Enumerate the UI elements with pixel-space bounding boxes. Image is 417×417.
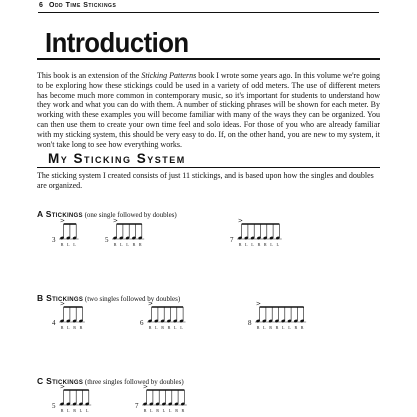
group-name: C Stickings	[37, 376, 84, 386]
sticking-letter: L	[126, 242, 129, 247]
sticking-letter: R	[300, 325, 304, 330]
sticking-letter: R	[60, 325, 64, 330]
sticking-letter: R	[167, 325, 171, 330]
sticking-letter: R	[275, 325, 279, 330]
accent-mark	[149, 302, 153, 305]
sticking-letter: L	[173, 325, 177, 330]
sticking-letter: L	[67, 408, 70, 413]
sticking-letter: R	[256, 325, 260, 330]
sticking-letter: L	[155, 325, 158, 330]
accent-mark	[61, 302, 65, 305]
sticking-letter: R	[132, 242, 136, 247]
sticking-letter: L	[120, 242, 123, 247]
sticking-letter: R	[73, 408, 77, 413]
intro-text-start: This book is an extension of the	[37, 71, 142, 80]
sticking-letter: R	[113, 242, 117, 247]
accent-mark	[61, 219, 65, 222]
accent-mark	[257, 302, 261, 305]
sticking-letter: R	[79, 325, 83, 330]
sticking-letter: L	[168, 408, 172, 413]
sticking-letter: R	[138, 242, 142, 247]
sticking-letter: R	[269, 325, 273, 330]
accent-mark	[144, 385, 148, 388]
accent-mark	[61, 385, 65, 388]
sticking-letter: L	[67, 325, 70, 330]
sticking-letter: R	[257, 242, 261, 247]
group-description: (one single followed by doubles)	[84, 211, 177, 219]
meter-number: 8	[248, 319, 252, 327]
sticking-letter: R	[263, 242, 267, 247]
group-name: A Stickings	[37, 209, 83, 219]
sticking-letter: L	[276, 242, 280, 247]
sticking-letter: R	[161, 325, 165, 330]
sticking-letter: L	[263, 325, 266, 330]
sticking-letter: L	[85, 408, 89, 413]
intro-text-rest: book I wrote some years ago. In this volume we're going to be exploring how these stickings could be used in a variety of odd meters. The use of different meters has become much more common in contemporary music, so it's important for students to understand how they work and what you can do with them. A number of sticking phrases will be shown for each meter. By working with these examples you will become familiar with many of the ways they can be organized. You can then use them to create your own time feel and solo ideas. For those of you who are already familiar with my sticking system, this should be very easy to do. If, on the other hand, you are new to my system, it won't take long to see how everything works.	[37, 71, 380, 149]
sticking-letter: L	[180, 325, 183, 330]
sticking-letter: R	[143, 408, 147, 413]
group-description: (three singles followed by doubles)	[84, 378, 184, 386]
section-paragraph: The sticking system I created consists of just 11 stickings, and is based upon how the singles and doubles are organized.	[37, 171, 374, 190]
sticking-letter: L	[251, 242, 254, 247]
sticking-letter: R	[181, 408, 185, 413]
sticking-letter: L	[288, 325, 291, 330]
sticking-letter: R	[148, 325, 152, 330]
sticking-letter: R	[60, 408, 64, 413]
section-title: My Sticking System	[48, 151, 186, 166]
meter-number: 6	[140, 319, 144, 327]
meter-number: 7	[135, 402, 139, 410]
accent-mark	[239, 219, 243, 222]
sticking-letter: L	[270, 242, 273, 247]
sticking-letter: L	[150, 408, 153, 413]
accent-mark	[114, 219, 118, 222]
meter-number: 5	[105, 236, 109, 244]
meter-number: 5	[52, 402, 56, 410]
chapter-title: Introduction	[45, 27, 189, 58]
running-title: Odd Time Stickings	[49, 2, 117, 9]
meter-number: 4	[52, 319, 56, 327]
page-number: 6	[39, 2, 43, 9]
sticking-letter: L	[67, 242, 70, 247]
sticking-letter: R	[238, 242, 242, 247]
sticking-letter: R	[175, 408, 178, 413]
sticking-letter: R	[60, 242, 64, 247]
sticking-letter: L	[245, 242, 248, 247]
sticking-letter: R	[73, 325, 77, 330]
meter-number: 7	[230, 236, 234, 244]
book-title: Sticking Patterns	[141, 71, 197, 80]
sticking-letter: R	[156, 408, 160, 413]
group-name: B Stickings	[37, 293, 84, 303]
sticking-letter: R	[294, 325, 298, 330]
group-description: (two singles followed by doubles)	[84, 295, 181, 303]
sticking-letter: L	[79, 408, 83, 413]
meter-number: 3	[52, 236, 56, 244]
sticking-letter: L	[281, 325, 285, 330]
sticking-letter: L	[73, 242, 76, 247]
sticking-letter: L	[162, 408, 166, 413]
